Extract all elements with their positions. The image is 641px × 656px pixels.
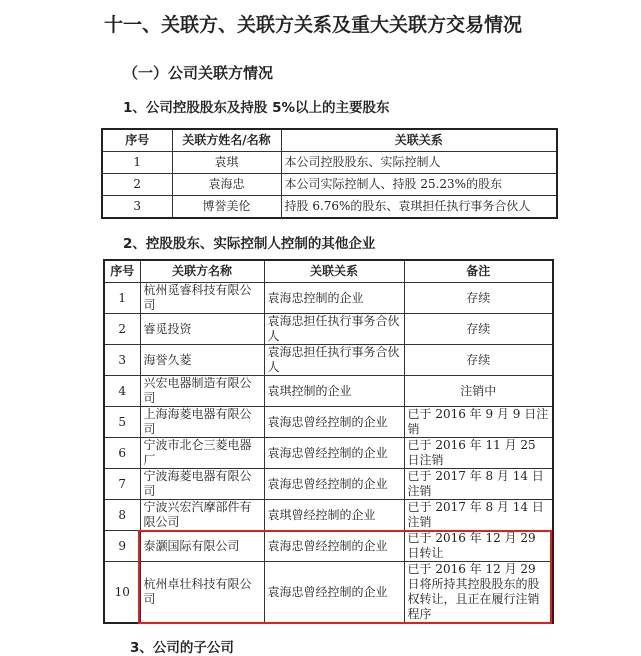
table-cell	[172, 152, 281, 174]
header-cell: 序号	[104, 260, 140, 283]
table-cell	[104, 531, 140, 562]
header-cell: 关联方名称	[140, 260, 264, 283]
table-cell	[104, 407, 140, 438]
header-cell: 关联方姓名/名称	[172, 129, 281, 152]
table-cell	[404, 376, 553, 407]
table-row	[104, 438, 553, 469]
cell-text: 已于 2017 年 8 月 14 日注销	[407, 469, 544, 498]
table-cell	[104, 376, 140, 407]
table-cell	[172, 196, 281, 219]
table-cell	[172, 174, 281, 196]
table-row	[102, 196, 557, 219]
cell-text: 2	[118, 321, 127, 336]
cell-text: 7	[118, 476, 127, 491]
cell-text: 袁琪控制的企业	[267, 383, 352, 398]
cell-text: 已于 2016 年 12 月 29 日将所持其控股股东的股权转让，且正在履行注销程序	[407, 562, 540, 621]
cell-text: 兴宏电器制造有限公司	[143, 376, 252, 405]
cell-text: 袁海忠曾经控制的企业	[267, 476, 388, 491]
table-cell	[404, 438, 553, 469]
cell-text: 已于 2016 年 12 月 29 日转让	[407, 531, 536, 560]
table-cell	[281, 196, 557, 219]
subheading-1: 1、公司控股股东及持股 5%以上的主要股东	[123, 100, 390, 116]
table-header-row	[104, 260, 553, 283]
table-cell	[264, 407, 404, 438]
cell-text: 宁波海菱电器有限公司	[143, 469, 252, 498]
table-cell	[102, 174, 172, 196]
table-cell	[404, 469, 553, 500]
table-cell	[264, 345, 404, 376]
table-cell	[264, 314, 404, 345]
cell-text: 袁海忠曾经控制的企业	[267, 445, 388, 460]
cell-text: 1	[133, 155, 142, 169]
table-cell	[140, 407, 264, 438]
cell-text: 上海海菱电器有限公司	[143, 407, 252, 436]
table-cell	[140, 531, 264, 562]
table-cell	[281, 152, 557, 174]
cell-text: 博誉美伦	[202, 199, 251, 213]
table-cell	[140, 283, 264, 314]
table-row	[104, 376, 553, 407]
header-cell: 关联关系	[264, 260, 404, 283]
table-cell	[140, 438, 264, 469]
table-row	[104, 283, 553, 314]
header-cell: 序号	[102, 129, 172, 152]
cell-text: 袁海忠担任执行事务合伙人	[267, 345, 400, 374]
cell-text: 2	[133, 177, 142, 191]
shareholders-table	[101, 128, 558, 219]
table-row	[104, 469, 553, 500]
table-cell	[264, 500, 404, 531]
cell-text: 注销中	[460, 383, 497, 398]
cell-text: 本公司实际控制人、持股 25.23%的股东	[284, 177, 503, 191]
table-cell	[404, 345, 553, 376]
cell-text: 袁海忠曾经控制的企业	[267, 414, 388, 429]
cell-text: 宁波兴宏汽摩部件有限公司	[143, 500, 252, 529]
table-cell	[404, 407, 553, 438]
cell-text: 6	[118, 445, 127, 460]
table-row	[102, 152, 557, 174]
table-row	[104, 407, 553, 438]
table-cell	[104, 314, 140, 345]
table-cell	[140, 500, 264, 531]
cell-text: 袁琪曾经控制的企业	[267, 507, 376, 522]
cell-text: 已于 2016 年 11 月 25 日注销	[407, 438, 536, 467]
table-cell	[102, 196, 172, 219]
table-cell	[264, 531, 404, 562]
table-cell	[404, 283, 553, 314]
table-cell	[264, 283, 404, 314]
table-row	[102, 174, 557, 196]
cell-text: 睿觅投资	[143, 321, 192, 336]
subheading-3: 3、公司的子公司	[130, 640, 234, 656]
table-cell	[104, 469, 140, 500]
cell-text: 存续	[466, 290, 491, 305]
cell-text: 袁海忠曾经控制的企业	[267, 538, 388, 553]
cell-text: 泰灏国际有限公司	[143, 538, 240, 553]
cell-text: 已于 2016 年 9 月 9 日注销	[407, 407, 549, 436]
cell-text: 袁海忠曾经控制的企业	[267, 584, 388, 599]
table-cell	[104, 562, 140, 624]
section-heading: （一）公司关联方情况	[123, 64, 274, 82]
table-cell	[264, 438, 404, 469]
cell-text: 杭州卓壮科技有限公司	[143, 577, 252, 606]
table-row	[104, 314, 553, 345]
cell-text: 1	[118, 290, 127, 305]
table-cell	[404, 531, 553, 562]
table-cell	[102, 152, 172, 174]
cell-text: 9	[118, 538, 127, 553]
cell-text: 8	[118, 507, 127, 522]
cell-text: 本公司控股股东、实际控制人	[284, 155, 441, 169]
cell-text: 10	[114, 584, 130, 599]
cell-text: 5	[118, 414, 127, 429]
cell-text: 海誉久菱	[143, 352, 192, 367]
cell-text: 3	[133, 199, 142, 213]
table-cell	[104, 438, 140, 469]
table-cell	[140, 469, 264, 500]
header-cell: 备注	[404, 260, 553, 283]
cell-text: 袁海忠控制的企业	[267, 290, 364, 305]
cell-text: 袁琪	[214, 155, 239, 169]
cell-text: 3	[118, 352, 127, 367]
table-cell	[264, 469, 404, 500]
table-cell	[264, 376, 404, 407]
table-row	[104, 531, 553, 562]
table-cell	[140, 376, 264, 407]
table-cell	[404, 314, 553, 345]
cell-text: 4	[118, 383, 127, 398]
page-title: 十一、关联方、关联方关系及重大关联方交易情况	[104, 14, 523, 36]
table-cell	[264, 562, 404, 624]
table-cell	[404, 562, 553, 624]
table-row	[104, 500, 553, 531]
cell-text: 宁波市北仑三菱电器厂	[143, 438, 252, 467]
cell-text: 杭州觅睿科技有限公司	[143, 283, 252, 312]
table-cell	[404, 500, 553, 531]
table-cell	[104, 500, 140, 531]
table-cell	[104, 283, 140, 314]
subheading-2: 2、控股股东、实际控制人控制的其他企业	[123, 236, 376, 252]
table-cell	[140, 314, 264, 345]
table-cell	[104, 345, 140, 376]
cell-text: 存续	[466, 321, 491, 336]
controlled-enterprises-table	[103, 259, 554, 624]
cell-text: 袁海忠担任执行事务合伙人	[267, 314, 400, 343]
cell-text: 已于 2017 年 8 月 14 日注销	[407, 500, 544, 529]
table-cell	[281, 174, 557, 196]
cell-text: 存续	[466, 352, 491, 367]
table-cell	[140, 345, 264, 376]
table-row	[104, 562, 553, 624]
table-header-row	[102, 129, 557, 152]
table-row	[104, 345, 553, 376]
cell-text: 持股 6.76%的股东、袁琪担任执行事务合伙人	[284, 199, 531, 213]
cell-text: 袁海忠	[208, 177, 245, 191]
table-cell	[140, 562, 264, 624]
header-cell: 关联关系	[281, 129, 557, 152]
